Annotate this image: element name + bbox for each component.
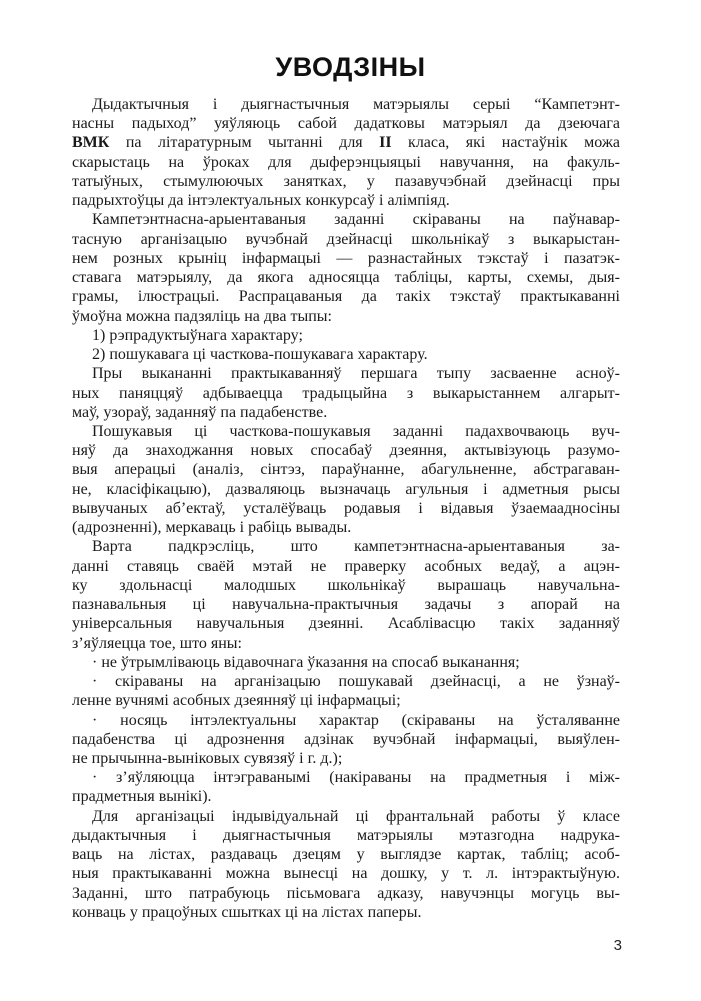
text-line: ваць на лістах, раздаваць дзецям у выглядзе картак, табліц; асоб- bbox=[72, 846, 620, 864]
text-line: ленне вучнямі асобных дзеянняў ці інфармацыі; bbox=[72, 692, 401, 710]
text-line bbox=[72, 133, 620, 152]
text-line: выя аперацыі (аналіз, сінтэз, параўнанне, абагульненне, абстрагаван- bbox=[72, 461, 620, 479]
text-segment: класа, які настаўнік можа bbox=[391, 134, 620, 152]
text-line: ныя практыкаванні можна вынесці на дошку, у т. л. інтэрактыўную. bbox=[72, 865, 620, 883]
text-segment: па літаратурным чытанні для bbox=[109, 134, 380, 152]
text-line: · носяць інтэлектуальны характар (скіраваны на ўсталяванне bbox=[92, 711, 620, 729]
text-line: нем розных крыніц інфармацыі — разнастайных тэкстаў і пазатэк- bbox=[72, 249, 620, 267]
text-line: прадметныя вынікі). bbox=[72, 788, 212, 806]
text-line: Варта падкрэсліць, што кампетэнтнасна-арыентаваныя за- bbox=[92, 538, 620, 556]
text-line: · скіраваны на арганізацыю пошукавай дзейнасці, а не ўзнаў- bbox=[92, 673, 620, 691]
text-line: не, класіфікацыю), дазваляюць вызначаць агульныя і адметныя рысы bbox=[72, 480, 620, 498]
text-line: · не ўтрымліваюць відавочнага ўказання на спосаб выканання; bbox=[92, 653, 520, 671]
text-line: татыўных, стымулюючых занятках, у пазавучэбнай дзейнасці пры bbox=[72, 172, 620, 190]
text-line: (адрозненні), меркаваць і рабіць вывады. bbox=[72, 519, 352, 537]
text-line: ных паняццяў адбываецца традыцыйна з выкарыстаннем алгарыт- bbox=[72, 384, 620, 402]
text-line: падабенства ці адрознення адзінак вучэбнай інфармацыі, выяўлен- bbox=[72, 730, 620, 748]
text-line: Для арганізацыі індывідуальнай ці франтальнай работы ў класе bbox=[92, 807, 620, 825]
text-line: ставага матэрыялу, да якога адносяцца табліцы, карты, схемы, дыя- bbox=[72, 269, 620, 287]
page-number: 3 bbox=[613, 937, 622, 954]
text-line: 2) пошукавага ці часткова-пошукавага характару. bbox=[92, 346, 428, 364]
text-line: ўмоўна можна падзяліць на два тыпы: bbox=[72, 307, 332, 325]
text-line: конваць у працоўных сшытках ці на лістах паперы. bbox=[72, 903, 422, 921]
text-line: Заданні, што патрабуюць пісьмовага адказу, навучэнцы могуць вы- bbox=[72, 884, 620, 902]
text-line: не прычынна-выніковых сувязяў і г. д.); bbox=[72, 749, 343, 767]
text-line: грамы, ілюстрацыі. Распрацаваныя да такіх тэкстаў практыкаванні bbox=[72, 288, 620, 306]
text-line: Кампетэнтнасна-арыентаваныя заданні скіраваны на паўнавар- bbox=[92, 211, 620, 229]
text-line: ку здольнасці малодшых школьнікаў вырашаць навучальна- bbox=[72, 576, 620, 594]
page-title: УВОДЗІНЫ bbox=[275, 52, 426, 82]
text-line: Пошукавыя ці часткова-пошукавыя заданні падахвочваюць вуч- bbox=[92, 422, 620, 440]
text-line: тасную арганізацыю вучэбнай дзейнасці школьнікаў з выкарыстан- bbox=[72, 230, 620, 248]
text-line: з’яўляецца тое, што яны: bbox=[72, 634, 242, 652]
text-line: падрыхтоўцы да інтэлектуальных конкурсаў і алімпіяд. bbox=[72, 192, 450, 210]
text-line: · з’яўляюцца інтэграванымі (накіраваны на прадметныя і між- bbox=[92, 769, 620, 787]
text-line: насны падыход” уяўляюць сабой дадатковы матэрыял да дзеючага bbox=[72, 115, 620, 133]
text-line: няў да знаходжання новых спосабаў дзеяння, актывізуюць разумо- bbox=[72, 442, 620, 460]
text-line: пазнавальныя ці навучальна-практычныя задачы з апорай на bbox=[72, 596, 620, 614]
text-line: Пры выкананні практыкаванняў першага тыпу засваенне асноў- bbox=[92, 365, 620, 383]
text-line: маў, узораў, заданняў па падабенстве. bbox=[72, 403, 328, 421]
text-line: дыдактычныя і дыягнастычныя матэрыялы мэтазгодна надрука- bbox=[72, 826, 620, 844]
text-line: 1) рэпрадуктыўнага характару; bbox=[92, 326, 303, 344]
text-line: вывучаных аб’ектаў, усталёўваць родавыя і відавыя ўзаемаадносіны bbox=[72, 499, 620, 517]
text-line: Дыдактычныя і дыягнастычныя матэрыялы серыі “Кампетэнт- bbox=[92, 96, 620, 113]
text-line: скарыстаць на ўроках для дыферэнцыяцыі навучання, на факуль- bbox=[72, 153, 620, 171]
text-line: данні ставяць сваёй мэтай не праверку асобных ведаў, а ацэн- bbox=[72, 557, 620, 575]
bold-term: II bbox=[379, 134, 392, 152]
bold-term: ВМК bbox=[72, 134, 110, 152]
body-text bbox=[72, 95, 620, 922]
text-line: універсальныя навучальныя дзеянні. Асаблівасцю такіх заданняў bbox=[72, 615, 620, 633]
